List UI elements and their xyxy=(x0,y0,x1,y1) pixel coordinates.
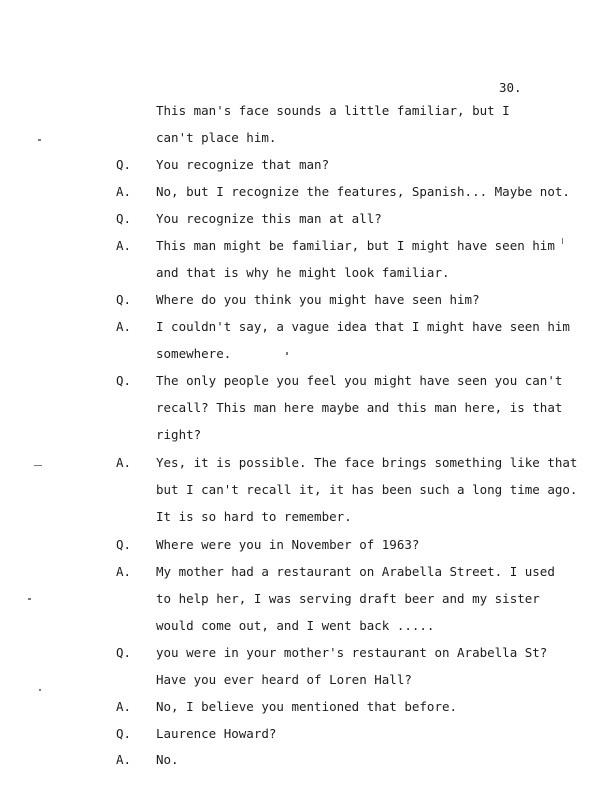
speaker-label: Q. xyxy=(116,373,132,388)
transcript-line: and that is why he might look familiar. xyxy=(156,265,450,280)
transcript-line: You recognize that man? xyxy=(156,157,330,172)
transcript-line: My mother had a restaurant on Arabella Street. I used xyxy=(156,564,555,579)
scan-mark xyxy=(38,139,41,141)
transcript-line: You recognize this man at all? xyxy=(156,211,382,226)
transcript-line: Laurence Howard? xyxy=(156,726,277,741)
speaker-label: A. xyxy=(116,699,132,714)
transcript-line: No, but I recognize the features, Spanish... Maybe not. xyxy=(156,184,570,199)
transcript-line: would come out, and I went back ..... xyxy=(156,618,435,633)
transcript-line: can't place him. xyxy=(156,130,277,145)
transcript-line: you were in your mother's restaurant on Arabella St? xyxy=(156,645,548,660)
transcript-line: I couldn't say, a vague idea that I might have seen him xyxy=(156,319,570,334)
speaker-label: Q. xyxy=(116,537,132,552)
transcript-line: This man's face sounds a little familiar, but I xyxy=(156,103,510,118)
transcript-line: right? xyxy=(156,427,202,442)
transcript-line: The only people you feel you might have seen you can't xyxy=(156,373,563,388)
speaker-label: A. xyxy=(116,319,132,334)
transcript-line: recall? This man here maybe and this man here, is that xyxy=(156,400,563,415)
scan-mark xyxy=(562,238,563,244)
speaker-label: Q. xyxy=(116,645,132,660)
transcript-line: No. xyxy=(156,752,179,767)
transcript-line: but I can't recall it, it has been such a long time ago. xyxy=(156,482,578,497)
transcript-line: Where were you in November of 1963? xyxy=(156,537,420,552)
speaker-label: A. xyxy=(116,752,132,767)
scan-mark xyxy=(286,352,288,355)
transcript-line: This man might be familiar, but I might have seen him xyxy=(156,238,555,253)
transcript-line: to help her, I was serving draft beer and my sister xyxy=(156,591,540,606)
speaker-label: Q. xyxy=(116,157,132,172)
scan-mark xyxy=(28,598,31,600)
page-number: 30. xyxy=(499,80,522,95)
transcript-line: No, I believe you mentioned that before. xyxy=(156,699,458,714)
transcript-line: somewhere. xyxy=(156,346,232,361)
speaker-label: Q. xyxy=(116,292,132,307)
scan-mark xyxy=(34,465,42,466)
scan-mark xyxy=(39,689,41,691)
speaker-label: A. xyxy=(116,564,132,579)
transcript-line: Where do you think you might have seen him? xyxy=(156,292,480,307)
speaker-label: A. xyxy=(116,184,132,199)
speaker-label: A. xyxy=(116,455,132,470)
transcript-line: Yes, it is possible. The face brings something like that xyxy=(156,455,578,470)
transcript-line: Have you ever heard of Loren Hall? xyxy=(156,672,412,687)
speaker-label: Q. xyxy=(116,726,132,741)
speaker-label: A. xyxy=(116,238,132,253)
speaker-label: Q. xyxy=(116,211,132,226)
transcript-line: It is so hard to remember. xyxy=(156,509,352,524)
